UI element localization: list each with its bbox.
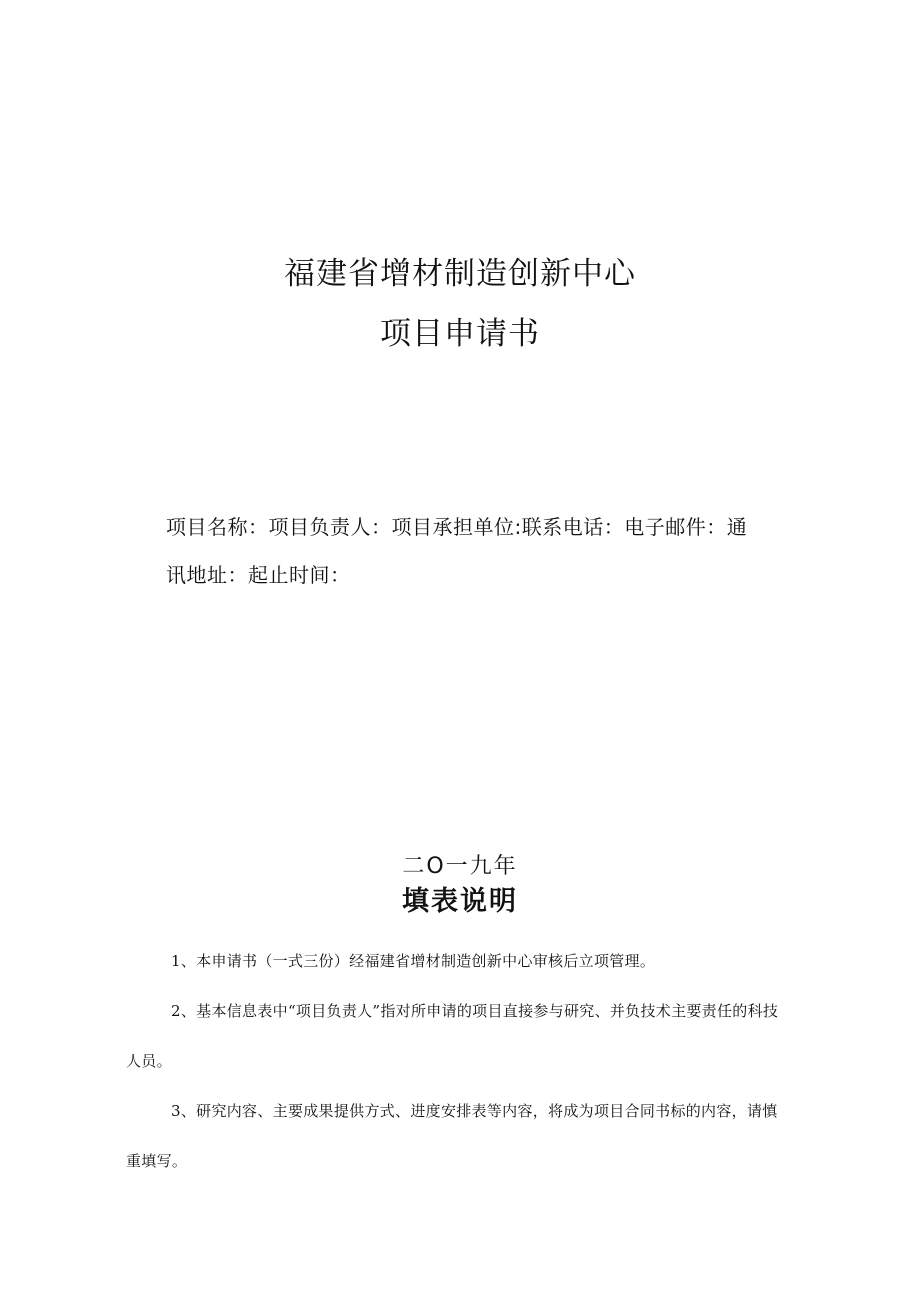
field-project-unit: 项目承担单位: — [391, 515, 522, 539]
field-project-leader: 项目负责人： — [268, 515, 392, 539]
project-info-fields: 项目名称：项目负责人：项目承担单位:联系电话：电子邮件：通 讯地址：起止时间： — [166, 515, 748, 587]
instructions-list — [126, 936, 790, 1186]
document-title: 福建省增材制造创新中心 — [284, 256, 636, 292]
instruction-item: 2、基本信息表中“项目负责人”指对所申请的项目直接参与研究、并负技术主要责任的科技人员。 — [126, 1002, 779, 1070]
field-period: 起止时间： — [248, 563, 351, 587]
document-subtitle: 项目申请书 — [380, 316, 540, 352]
instructions-heading: 填表说明 — [402, 886, 518, 917]
instruction-item: 1、本申请书（一式三份）经福建省增材制造创新中心审核后立项管理。 — [171, 952, 656, 970]
instruction-item: 3、研究内容、主要成果提供方式、进度安排表等内容，将成为项目合同书标的内容，请慎重填写。 — [126, 1102, 778, 1170]
field-email: 电子邮件： — [624, 515, 727, 539]
field-phone: 联系电话： — [521, 515, 625, 539]
cover-year: 二O一九年 — [402, 854, 518, 879]
field-project-name: 项目名称： — [166, 515, 269, 539]
